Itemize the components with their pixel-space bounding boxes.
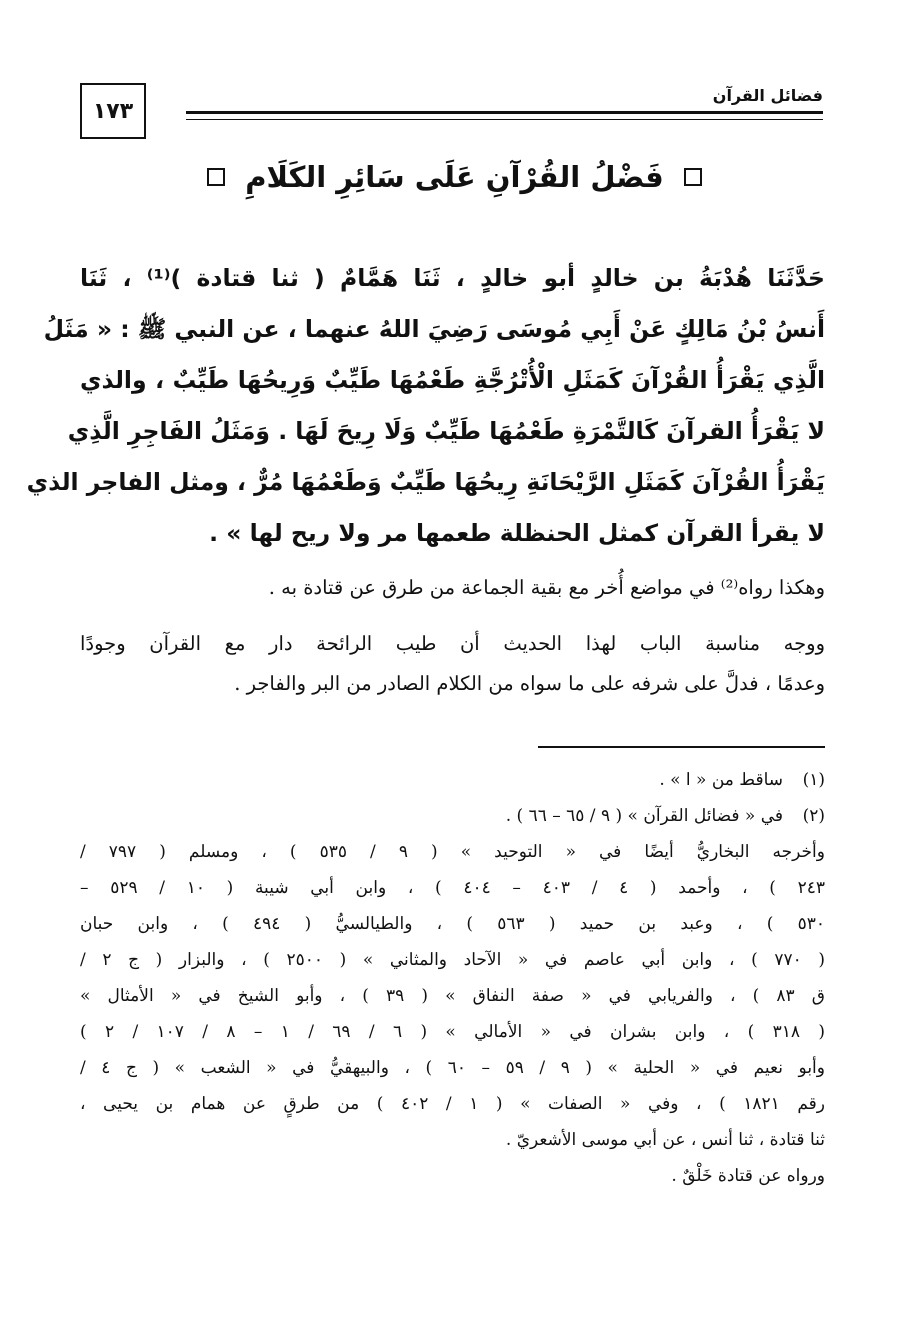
hadith-line: يَقْرَأُ القُرْآنَ كَمَثَلِ الرَّيْحَانَةِ رِيحُهَا طَيِّبٌ وَطَعْمُهَا مُرٌّ ، ومثل الفاجر الذي [26,468,825,496]
hadith-line: لا يَقْرَأُ القرآنَ كَالتَّمْرَةِ طَعْمُهَا طَيِّبٌ وَلَا رِيحَ لَهَا . وَمَثَلُ الفَاجِرِ الَّذِي [67,417,825,445]
square-ornament-icon [684,168,702,186]
page-number: ١٧٣ [80,83,146,139]
commentary-paragraph [80,568,825,608]
footnotes [80,762,825,1194]
footnote-marker: (٢) [802,806,825,826]
header-rule-thick [186,111,823,114]
hadith-line: حَدَّثَنَا هُدْبَةُ بن خالدٍ أبو خالدٍ ، ثَنَا هَمَّامٌ ( ثنا قتادة )⁽¹⁾ ، ثَنَا [80,264,825,292]
chapter-heading [0,160,909,194]
paragraph-line: وهكذا رواه⁽²⁾ في مواضع أُخر مع بقية الجماعة من طرق عن قتادة به . [268,576,825,599]
hadith-line: أَنسُ بْنُ مَالِكٍ عَنْ أَبِي مُوسَى رَضِيَ اللهُ عنهما ، عن النبي ﷺ : « مَثَلُ [43,315,825,343]
hadith-text [26,253,825,559]
footnote-text: ساقط من « ا » . [659,770,783,790]
footnote-line: ( ٧٧٠ ) ، وابن أبي عاصم في « الآحاد والمثاني » ( ٢٥٠٠ ) ، والبزار ( ج ٢ / [80,950,825,970]
footnote-line: ( ٣١٨ ) ، وابن بشران في « الأمالي » ( ٦ / ٦٩ / ١ – ٨ / ١٠٧ / ٢ ) [80,1022,825,1042]
footnote-line: ق ٨٣ ) ، والفريابي في « صفة النفاق » ( ٣٩ ) ، وأبو الشيخ في « الأمثال » [80,986,825,1006]
footnote-line: ثنا قتادة ، ثنا أنس ، عن أبي موسى الأشعريّ . [505,1130,825,1150]
footnote-line: وأخرجه البخاريُّ أيضًا في « التوحيد » ( ٩ / ٥٣٥ ) ، ومسلم ( ٧٩٧ / [80,842,825,862]
footnote-line: وأبو نعيم في « الحلية » ( ٩ / ٥٩ – ٦٠ ) ، والبيهقيُّ في « الشعب » ( ج ٤ / [80,1058,825,1078]
footnote [80,762,825,798]
hadith-line: لا يقرأ القرآن كمثل الحنظلة طعمها مر ولا ريح لها » . [209,519,825,547]
footnote-line: ٥٣٠ ) ، وعبد بن حميد ( ٥٦٣ ) ، والطيالسيُّ ( ٤٩٤ ) ، وابن حبان [80,914,825,934]
header-rule-thin [186,119,823,120]
footnote-text: في « فضائل القرآن » ( ٩ / ٦٥ – ٦٦ ) . [505,806,783,826]
footnote-marker: (١) [802,770,825,790]
footnote [80,798,825,834]
hadith-line: الَّذِي يَقْرَأُ القُرْآنَ كَمَثَلِ الْأُتْرُجَّةِ طَعْمُهَا طَيِّبٌ وَرِيحُهَا طَيِّبٌ ، والذي [80,366,825,394]
square-ornament-icon [207,168,225,186]
footnote-line: ٢٤٣ ) ، وأحمد ( ٤ / ٤٠٣ – ٤٠٤ ) ، وابن أبي شيبة ( ١٠ / ٥٢٩ – [80,878,826,898]
commentary-paragraph [80,624,825,704]
running-header-title: فضائل القرآن [712,86,823,105]
footnote-separator [538,746,825,748]
footnote-line: رقم ١٨٢١ ) ، وفي « الصفات » ( ١ / ٤٠٢ ) من طرقٍ عن همام بن يحيى ، [80,1094,825,1114]
footnote-line: ورواه عن قتادة خَلْقٌ . [671,1166,825,1186]
paragraph-line: ووجه مناسبة الباب لهذا الحديث أن طيب الرائحة دار مع القرآن وجودًا [80,632,825,655]
paragraph-line: وعدمًا ، فدلَّ على شرفه على ما سواه من الكلام الصادر من البر والفاجر . [234,672,825,695]
chapter-title: فَضْلُ القُرْآنِ عَلَى سَائِرِ الكَلَامِ [245,160,664,194]
